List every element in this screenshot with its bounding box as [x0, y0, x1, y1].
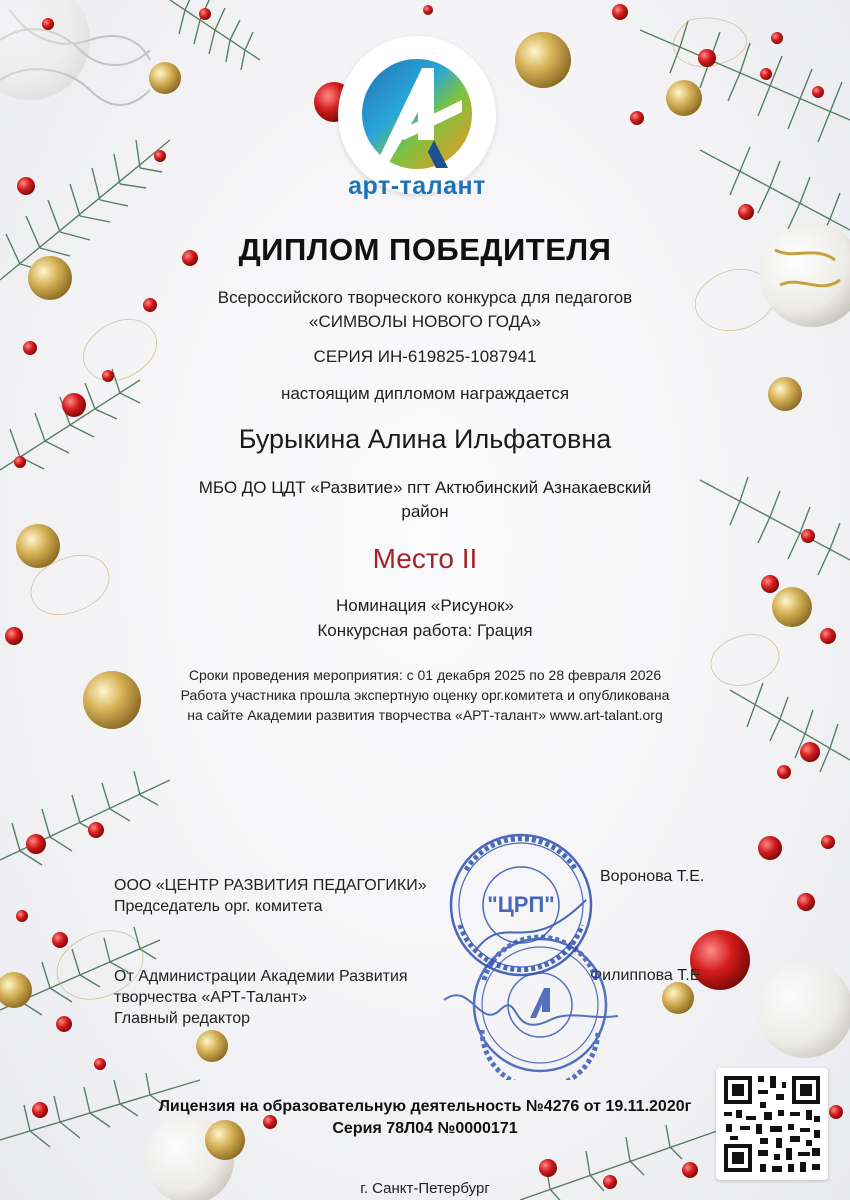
competition-work: Конкурсная работа: Грация: [317, 621, 533, 640]
organization-line-2: район: [401, 502, 449, 521]
contest-line-1: Всероссийского творческого конкурса для педагогов: [217, 288, 633, 307]
review-line-1: Работа участника прошла экспертную оценку орг.комитета и опубликована: [180, 687, 670, 703]
series-number: СЕРИЯ ИН-619825-1087941: [313, 347, 537, 366]
committee-org-line-1: ООО «ЦЕНТР РАЗВИТИЯ ПЕДАГОГИКИ»: [114, 877, 427, 894]
organization-line-1: МБО ДО ЦДТ «Развитие» пгт Актюбинский Азнакаевский: [198, 478, 652, 497]
review-line-2: на сайте Академии развития творчества «АРТ-талант» www.art-talant.org: [187, 707, 663, 723]
signer-filippova: Филиппова Т.Е: [590, 967, 701, 984]
contest-line-2: «СИМВОЛЫ НОВОГО ГОДА»: [309, 312, 541, 331]
nomination: Номинация «Рисунок»: [336, 596, 514, 615]
event-dates: Сроки проведения мероприятия: с 01 декабря 2025 по 28 февраля 2026: [188, 667, 662, 683]
stamp-center-text: "ЦРП": [487, 892, 555, 917]
diploma-title: ДИПЛОМ ПОБЕДИТЕЛЯ: [238, 232, 612, 267]
license-line-1: Лицензия на образовательную деятельность №4276 от 19.11.2020г: [158, 1098, 692, 1115]
awarded-text: настоящим дипломом награждается: [280, 384, 570, 403]
academy-admin: [114, 966, 408, 1029]
committee-org-line-2: Председатель орг. комитета: [114, 898, 323, 915]
academy-admin-line-1: От Администрации Академии Развития: [114, 968, 408, 985]
academy-admin-line-3: Главный редактор: [114, 1010, 251, 1027]
recipient-name: Бурыкина Алина Ильфатовна: [238, 424, 612, 454]
signer-voronova: Воронова Т.Е.: [600, 868, 705, 885]
place-award: Место II: [372, 543, 478, 574]
committee-org: [114, 875, 427, 917]
academy-admin-line-2: творчества «АРТ-Талант»: [114, 989, 308, 1006]
art-talant-logo-icon: [338, 36, 496, 194]
qr-code: [716, 1068, 828, 1180]
logo-badge: [338, 36, 496, 194]
qr-code-icon: [716, 1068, 828, 1180]
art-talant-stamp-icon: [440, 930, 620, 1080]
logo-wordmark: арт-талант: [348, 172, 486, 200]
city: г. Санкт-Петербург: [360, 1180, 490, 1197]
license-line-2: Серия 78Л04 №0000171: [332, 1120, 518, 1137]
